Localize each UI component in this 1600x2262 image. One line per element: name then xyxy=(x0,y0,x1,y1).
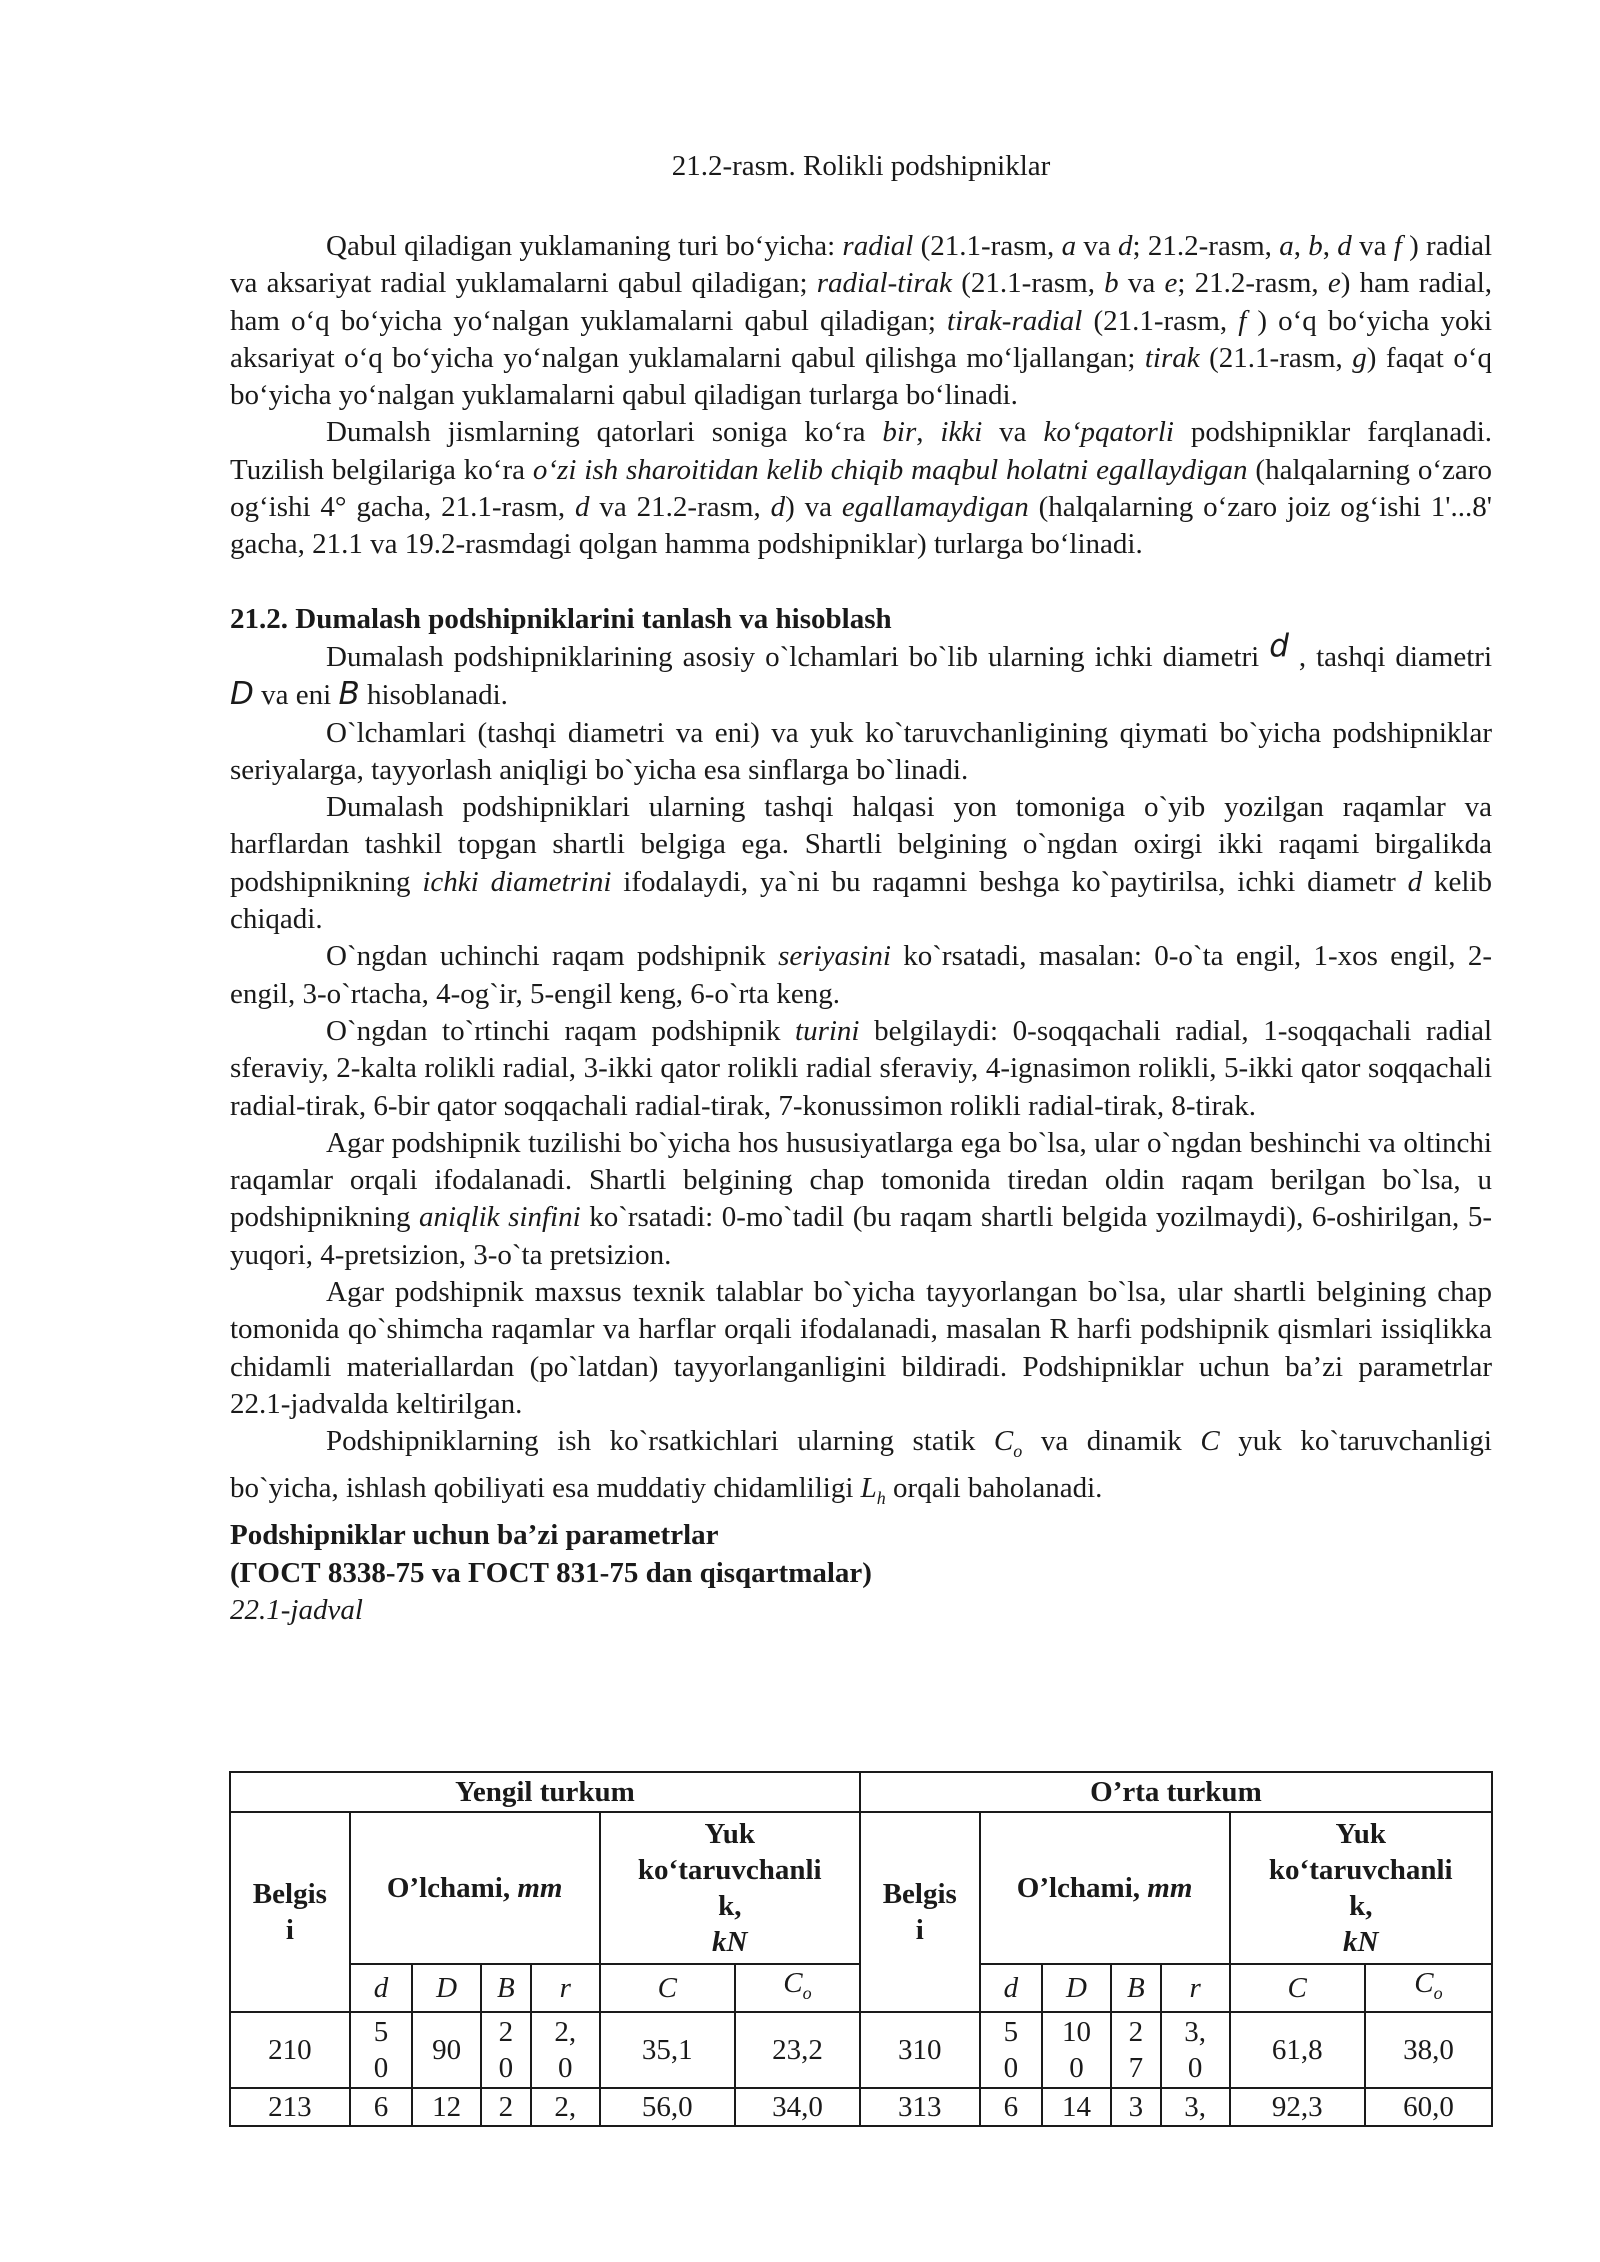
table-cell: 92,3 xyxy=(1230,2088,1365,2126)
header-dimensions-label: O’lchami, xyxy=(1016,1872,1148,1904)
math-symbol: d xyxy=(1269,627,1289,664)
table-title xyxy=(230,1517,1492,1592)
header-load-label: Yuk ko‘taruvchanli k, xyxy=(1268,1818,1453,1922)
sub-d: d xyxy=(980,1964,1042,2012)
table-cell: 6 xyxy=(980,2088,1042,2126)
table-cell: 60,0 xyxy=(1365,2088,1492,2126)
group-light-series: Yengil turkum xyxy=(230,1772,860,1812)
table-cell: 56,0 xyxy=(600,2088,735,2126)
math-symbol: B xyxy=(338,676,360,713)
figure-caption: 21.2-rasm. Rolikli podshipniklar xyxy=(671,150,1051,182)
table-cell: 23,2 xyxy=(735,2012,860,2088)
paragraph-series-classes: O`lchamlari (tashqi diametri va eni) va yuk ko`taruvchanligining qiymati bo`yicha podshipniklar seriyalarga, tayyorlash aniqligi bo`yicha esa sinflarga bo`linadi. xyxy=(230,716,1492,786)
group-medium-series: O’rta turkum xyxy=(860,1772,1492,1812)
table-cell: 2, 0 xyxy=(531,2012,600,2088)
sub-C: C xyxy=(1230,1964,1365,2012)
paragraph-rows-and-alignment: Dumalsh jismlarning qatorlari soniga ko‘ra bir, ikki va ko‘pqatorli podshipniklar farqlanadi. Tuzilish belgilariga ko‘ra o‘zi ish sharoitidan kelib chiqib maqbul holatni egallaydigan (halqalarning o‘zaro og‘ishi 4° gacha, 21.1-rasm, d va 21.2-rasm, d) va egallamaydigan (halqalarning o‘zaro joiz og‘ishi 1'...8' gacha, 21.1 va 19.2-rasmdagi qolgan hamma podshipniklar) turlarga bo‘linadi. xyxy=(230,416,1493,561)
table-title-line-2: (ГОСТ 8338-75 va ГОСТ 831-75 dan qisqartmalar) xyxy=(230,1556,872,1589)
table-cell: 61,8 xyxy=(1230,2012,1365,2088)
sub-C: C xyxy=(600,1964,735,2012)
table-cell: 3 xyxy=(1111,2088,1161,2126)
paragraph-special-requirements: Agar podshipnik maxsus texnik talablar bo`yicha tayyorlangan bo`lsa, ular shartli belgining chap tomonida qo`shimcha raqamlar va harflar orqali ifodalanadi, masalan R harfi podshipnik qismlari issiqlikka chidamli materiallardan (po`latdan) tayyorlanganligini bildiradi. Podshipniklar uchun ba’zi parametrlar 22.1-jadvalda keltirilgan. xyxy=(230,1276,1492,1420)
table-row xyxy=(230,2012,1492,2088)
header-dimensions-unit: mm xyxy=(517,1872,563,1904)
paragraph-load-types: Qabul qiladigan yuklamaning turi bo‘yicha: radial (21.1-rasm, a va d; 21.2-rasm, a, b, d va f ) radial va aksariyat radial yuklamalarni qabul qiladigan; radial-tirak (21.1-rasm, b va e; 21.2-rasm, e) ham radial, ham o‘q bo‘yicha yo‘nalgan yuklamalarni qabul qiladigan; tirak-radial (21.1-rasm, f ) o‘q bo‘yicha yoki aksariyat o‘q bo‘yicha yo‘nalgan yuklamalarni qabul qilishga mo‘ljallangan; tirak (21.1-rasm, g) faqat o‘q bo‘yicha yo‘nalgan yuklamalarni qabul qiladigan turlarga bo‘linadi. xyxy=(230,230,1493,412)
table-cell: 3, xyxy=(1161,2088,1230,2126)
section-heading: 21.2. Dumalash podshipniklarini tanlash va hisoblash xyxy=(230,602,892,635)
paragraph-type-digit: O`ngdan to`rtinchi raqam podshipnik turini belgilaydi: 0-soqqachali radial, 1-soqqachali radial sferaviy, 2-kalta rolikli radial, 3-ikki qator rolikli radial sferaviy, 4-ignasimon rolikli, 5-ikki qator soqqachali radial-tirak, 6-bir qator soqqachali radial-tirak, 7-konussimon rolikli radial-tirak, 8-tirak. xyxy=(230,1014,1492,1122)
table-cell: 10 0 xyxy=(1042,2012,1111,2088)
header-dimensions-right xyxy=(980,1812,1230,1964)
table-cell: 5 0 xyxy=(350,2012,412,2088)
header-load-unit: kN xyxy=(712,1926,748,1958)
table-cell: 6 xyxy=(350,2088,412,2126)
table-cell: 2, xyxy=(531,2088,600,2126)
sub-D: D xyxy=(412,1964,481,2012)
table-cell: 2 0 xyxy=(481,2012,531,2088)
sub-B: B xyxy=(481,1964,531,2012)
table-cell: 12 xyxy=(412,2088,481,2126)
table-cell: 210 xyxy=(230,2012,350,2088)
table-cell: 5 0 xyxy=(980,2012,1042,2088)
header-designation-right: Belgis i xyxy=(860,1812,980,2012)
sub-D: D xyxy=(1042,1964,1111,2012)
sub-r: r xyxy=(1161,1964,1230,2012)
header-designation-left: Belgis i xyxy=(230,1812,350,2012)
table-cell: 14 xyxy=(1042,2088,1111,2126)
sub-C0: $C_o$ xyxy=(735,1964,860,2012)
sub-C0: $C_o$ xyxy=(1365,1964,1492,2012)
table-cell: 213 xyxy=(230,2088,350,2126)
table-cell: 2 xyxy=(481,2088,531,2126)
table-cell: 90 xyxy=(412,2012,481,2088)
table-cell: 310 xyxy=(860,2012,980,2088)
paragraph-accuracy-class: Agar podshipnik tuzilishi bo`yicha hos hususiyatlarga ega bo`lsa, ular o`ngdan beshinchi va oltinchi raqamlar orqali ifodalanadi. Shartli belgining chap tomonida tiredan oldin raqam berilgan bo`lsa, u podshipnikning aniqlik sinfini ko`rsatadi: 0-mo`tadil (bu raqam shartli belgida yozilmaydi), 6-oshirilgan, 5-yuqori, 4-pretsizion, 3-o`ta pretsizion. xyxy=(230,1126,1492,1271)
math-symbol: D xyxy=(230,676,254,713)
header-dimensions-label: O’lchami, xyxy=(386,1872,518,1904)
sub-d: d xyxy=(350,1964,412,2012)
sub-r: r xyxy=(531,1964,600,2012)
paragraph-designation: Dumalash podshipniklari ularning tashqi halqasi yon tomoniga o`yib yozilgan raqamlar va harflardan tashkil topgan shartli belgiga ega. Shartli belgining o`ngdan oxirgi ikki raqami birgalikda podshipnikning ichki diametrini ifodalaydi, ya`ni bu raqamni beshga ko`paytirilsa, ichki diametr d kelib chiqadi. xyxy=(230,791,1492,936)
header-load-label: Yuk ko‘taruvchanli k, xyxy=(637,1818,822,1922)
header-load-capacity-right xyxy=(1230,1812,1492,1964)
paragraph-performance: Podshipniklarning ish ko`rsatkichlari ularning statik $C_o$ va dinamik C yuk ko`taruvchanligi bo`yicha, ishlash qobiliyati esa muddatiy chidamliligi $L_h$ orqali baholanadi. xyxy=(230,1425,1492,1509)
table-cell: 2 7 xyxy=(1111,2012,1161,2088)
table-row xyxy=(230,2088,1492,2126)
sub-B: B xyxy=(1111,1964,1161,2012)
paragraph-series-digit: O`ngdan uchinchi raqam podshipnik seriyasini ko`rsatadi, masalan: 0-o`ta engil, 1-xos engil, 2-engil, 3-o`rtacha, 4-og`ir, 5-engil keng, 6-o`rta keng. xyxy=(230,940,1492,1010)
table-cell: 3, 0 xyxy=(1161,2012,1230,2088)
table-cell: 34,0 xyxy=(735,2088,860,2126)
table-cell: 313 xyxy=(860,2088,980,2126)
table-cell: 38,0 xyxy=(1365,2012,1492,2088)
table-title-line-1: Podshipniklar uchun ba’zi parametrlar xyxy=(230,1519,719,1552)
header-dimensions-left xyxy=(350,1812,600,1964)
table-label: 22.1-jadval xyxy=(230,1593,363,1626)
header-dimensions-unit: mm xyxy=(1147,1872,1193,1904)
table-body xyxy=(230,2012,1492,2126)
paragraph-main-dimensions: Dumalash podshipniklarining asosiy o`lchamlari bo`lib ularning ichki diametri d , tashqi diametri D va eni B hisoblanadi. xyxy=(230,627,1492,713)
table-cell: 35,1 xyxy=(600,2012,735,2088)
header-load-capacity-left xyxy=(600,1812,860,1964)
bearing-parameters-table xyxy=(229,1771,1493,2127)
header-load-unit: kN xyxy=(1343,1926,1379,1958)
body-text xyxy=(230,228,1492,1629)
